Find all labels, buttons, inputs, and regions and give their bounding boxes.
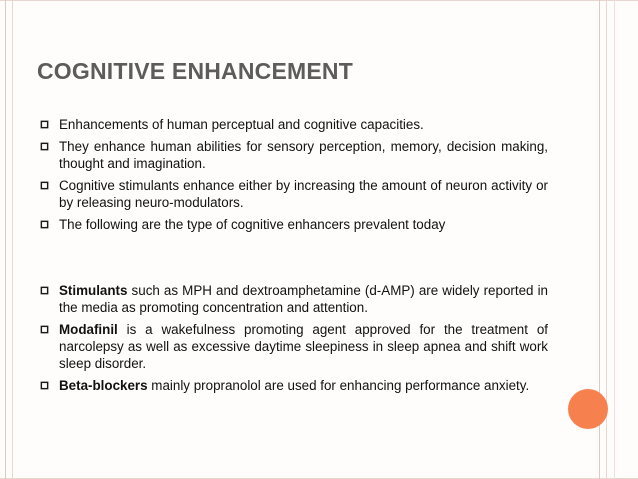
bullet-item [38, 138, 548, 172]
bullet-item [38, 216, 548, 233]
hollow-square-bullet-icon [40, 181, 49, 190]
bullet-text [59, 377, 548, 394]
bullet-list [38, 116, 548, 394]
slide-top-border [0, 0, 638, 1]
hollow-square-bullet-icon [40, 381, 49, 390]
bullet-item [38, 177, 548, 211]
bullet-item [38, 321, 548, 372]
orange-circle-decoration [568, 389, 608, 429]
hollow-square-bullet-icon [40, 325, 49, 334]
bullet-body: mainly propranolol are used for enhancing performance anxiety. [147, 378, 530, 393]
bullet-body: Cognitive stimulants enhance either by increasing the amount of neuron activity or by releasing neuro-modulators. [59, 178, 548, 210]
bullet-text [59, 177, 548, 211]
bullet-item [38, 282, 548, 316]
bullet-body: Enhancements of human perceptual and cognitive capacities. [59, 117, 424, 132]
hollow-square-bullet-icon [40, 220, 49, 229]
bullet-body: is a wakefulness promoting agent approved for the treatment of narcolepsy as well as excessive daytime sleepiness in sleep apnea and shift work sleep disorder. [59, 322, 548, 371]
hollow-square-bullet-icon [40, 286, 49, 295]
hollow-square-bullet-icon [40, 120, 49, 129]
right-decorative-line [614, 0, 615, 479]
bullet-item [38, 116, 548, 133]
bullet-body: The following are the type of cognitive enhancers prevalent today [59, 217, 446, 232]
bullet-text [59, 116, 548, 133]
bullet-bold-lead: Modafinil [59, 322, 118, 337]
bullet-text [59, 216, 548, 233]
left-decorative-line [5, 0, 6, 479]
bullet-text [59, 138, 548, 172]
bullet-bold-lead: Stimulants [59, 283, 128, 298]
left-decorative-line [12, 0, 13, 479]
hollow-square-bullet-icon [40, 142, 49, 151]
bullet-bold-lead: Beta-blockers [59, 378, 148, 393]
bullet-text [59, 282, 548, 316]
slide-title: COGNITIVE ENHANCEMENT [37, 58, 353, 84]
bullet-body: such as MPH and dextroamphetamine (d-AMP) are widely reported in the media as promoting concentration and attention. [59, 283, 548, 315]
bullet-body: They enhance human abilities for sensory perception, memory, decision making, thought and imagination. [59, 139, 548, 171]
bullet-item [38, 377, 548, 394]
bullet-text [59, 321, 548, 372]
